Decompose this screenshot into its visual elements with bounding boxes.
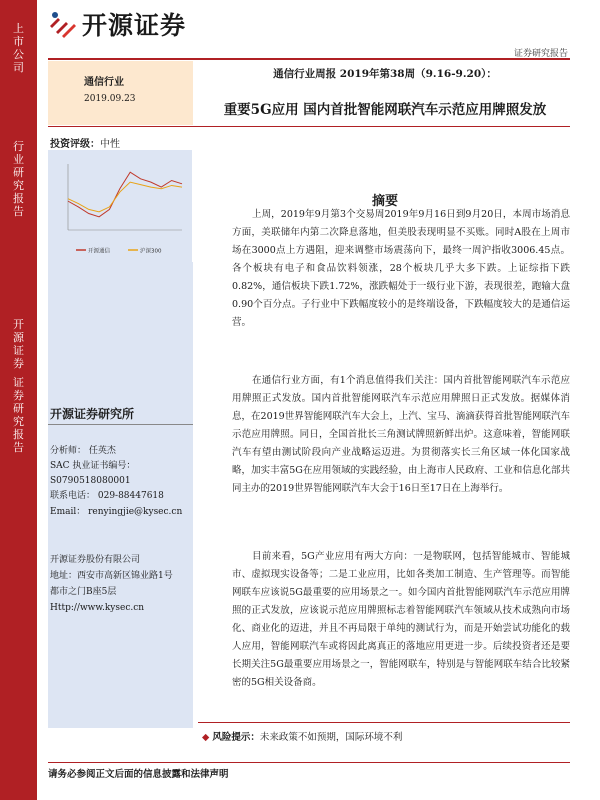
summary-paragraph-3: 目前来看，5G产业应用有两大方向：一是物联网，包括智能城市、智能城市、虚拟现实设备等；二是工业应用，比如各类加工制造、生产管理等。而智能网联车应该说5G最重要的应用场景之一。如今国内首批智能网联汽车示范应用牌照的正式发放，应该说示范应用牌照标志着智能网联汽车领域从技术成熟向市场化、商业化的迈进，并且不再局限于单纯的测试行为，而是开始尝试功能化的载人应用，智能网联汽车或将因此离真正的落地应用更进一步。后续投资者还是要长期关注5G最重要应用场景之一，智能网联车，特别是与智能网联车结合比较紧密的5G相关设备商。 [232,551,570,688]
industry-box [48,61,193,125]
series-line-0 [68,172,182,217]
institute-name: 开源证券研究所 [50,407,135,421]
bullet-icon: ◆ [202,732,210,743]
disclaimer: 请务必参阅正文后面的信息披露和法律声明 [48,769,229,780]
risk-divider [198,722,570,723]
analyst: 分析师： 任英杰 [50,446,116,456]
rating-value: 中性 [100,139,120,150]
footer-divider [48,762,570,763]
website[interactable]: Http://www.kysec.cn [50,603,145,613]
performance-chart [48,150,192,262]
logo-icon [48,10,78,38]
rating-label: 投资评级： [50,139,100,150]
chart-panel [48,150,192,262]
company-name: 开源证券股份有限公司 [50,555,141,565]
sidebar-company-label: 上 市 公 司 [13,22,24,74]
sidebar-section-label: 行 业 研 究 报 告 [13,140,24,218]
risk-warning [202,729,402,743]
industry-label: 通信行业 [84,77,124,88]
legend-label-0: 开源通信 [88,248,111,255]
legend-label-1: 沪深300 [140,248,162,255]
risk-text: 未来政策不如预期，国际环境不利 [259,732,403,743]
address-line-1: 地址：西安市高新区锦业路1号 [50,571,173,581]
phone: 联系电话： 029-88447618 [50,491,164,501]
risk-label: 风险提示： [212,732,260,743]
email: Email： renyingjie@kysec.cn [50,507,183,517]
sac-label: SAC 执业证书编号： [50,461,136,471]
series-line-1 [68,182,182,212]
investment-rating [50,135,120,150]
report-subtitle: 通信行业周报 2019年第38周（9.16-9.20）： [273,68,497,80]
address-line-2: 都市之门B座5层 [50,587,117,597]
title-divider [48,126,570,127]
brand-name: 开源证券 [82,11,187,40]
summary-paragraph-1: 上周，2019年9月第3个交易周2019年9月16日到9月20日，本周市场消息方面，美联储年内第二次降息落地，但美股表现明显不买账。同时A股在上周市场在3000点上方遇阻，迎来调整市场震荡向下，最终一周沪指收3006.45点。各个板块有电子和食品饮料领涨，28个板块几乎大多下跌。上证综指下跌0.82%，通信板块下跌1.72%，涨跌幅处于一级行业下游，表现很差，跑输大盘0.90个百分点。子行业中下跌幅度较小的是终端设备，下跌幅度较大的是通信运营。 [232,209,570,328]
summary-title: 摘要 [371,194,398,209]
sac-number: S0790518080001 [50,476,131,486]
report-type: 证券研究报告 [513,49,568,59]
institute-divider [48,424,193,425]
report-date: 2019.09.23 [84,94,136,104]
header-divider [48,58,570,60]
summary-paragraph-2: 在通信行业方面，有1个消息值得我们关注：国内首批智能网联汽车示范应用牌照正式发放。国内首批智能网联汽车示范应用牌照日正式发放。据媒体消息，在2019世界智能网联汽车大会上，上汽、宝马、滴滴获得首批智能网联汽车示范应用牌照。同日，全国首批长三角测试牌照新鲜出炉。这意味着，智能网联汽车有望由测试阶段向产业战略运迈进。为贯彻落实长三角区域一体化国家战略，加实丰富5G在应用领域的实践经验，由上海市人民政府、工业和信息化部共同主办的2019世界智能网联汽车大会于16日至17日在上海举行。 [232,375,570,494]
company-logo [48,6,186,42]
sidebar-brand-label: 开 源 证 券 证 券 研 究 报 告 [13,318,24,454]
report-title: 重要5G应用 国内首批智能网联汽车示范应用牌照发放 [223,102,547,118]
